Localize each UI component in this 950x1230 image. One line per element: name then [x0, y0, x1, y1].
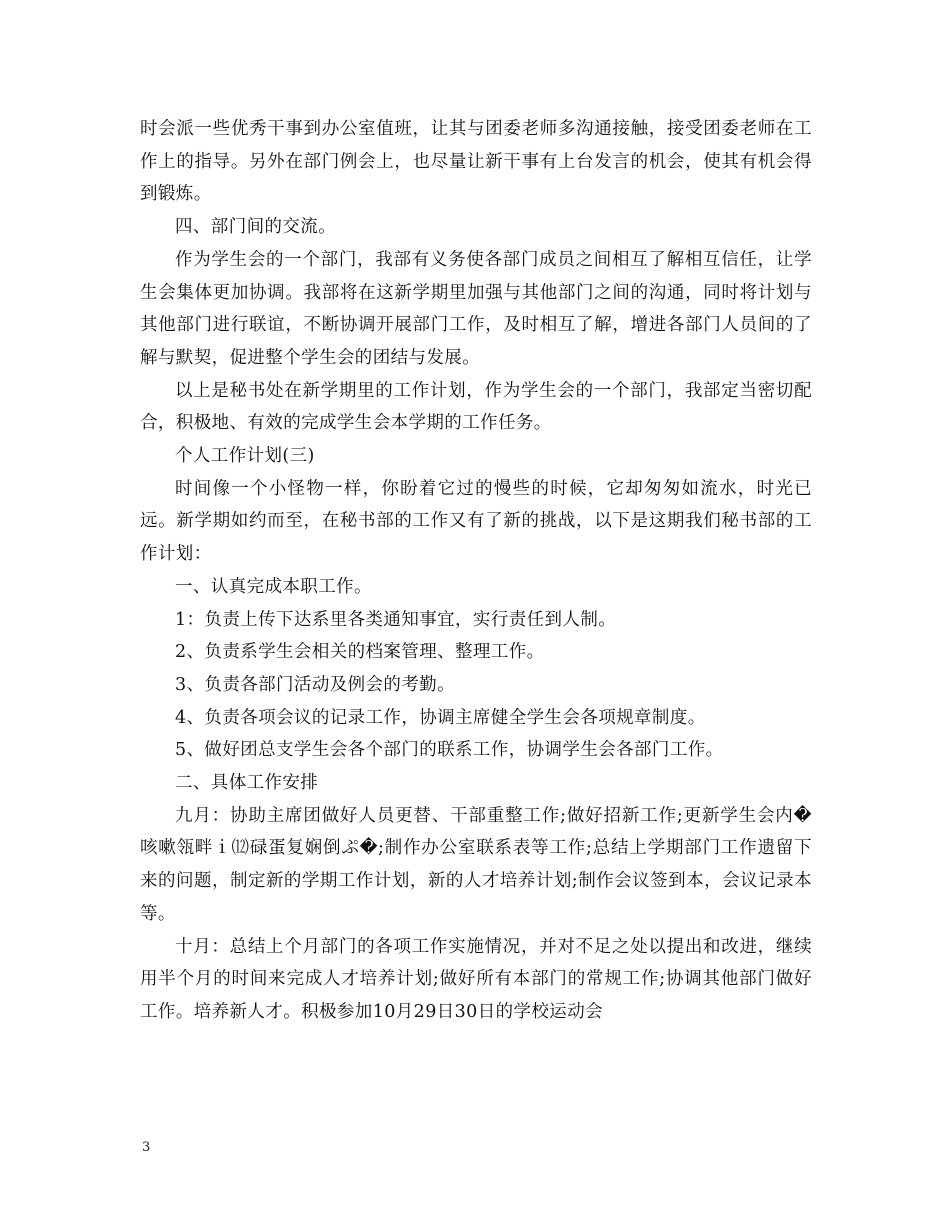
section-heading: 四、部门间的交流。 — [175, 217, 337, 238]
section-heading: 一、认真完成本职工作。 — [175, 576, 372, 597]
paragraph: 时间像一个小怪物一样，你盼着它过的慢些的时候，它却匆匆如流水，时光已远。新学期如约而至，在秘书部的工作又有了新的挑战，以下是这期我们秘书部的工作计划： — [140, 478, 812, 565]
list-item: 4、负责各项会议的记录工作，协调主席健全学生会各项规章制度。 — [175, 707, 706, 728]
list-item: 1：负责上传下达系里各类通知事宜，实行责任到人制。 — [175, 609, 617, 630]
list-item: 5、做好团总支学生会各个部门的联系工作，协调学生会各部门工作。 — [175, 740, 724, 761]
paragraph: 九月：协助主席团做好人员更替、干部重整工作;做好招新工作;更新学生会内�咳嗽瓴畔ｉ⑿碌蛋复娴倒ぷ�;制作办公室联系表等工作;总结上学期部门工作遗留下来的问题，制定新的学期工作计划，新的人才培养计划;制作会议签到本，会议记录本等。 — [140, 805, 812, 924]
paragraph: 以上是秘书处在新学期里的工作计划，作为学生会的一个部门，我部定当密切配合，积极地、有效的完成学生会本学期的工作任务。 — [140, 380, 812, 434]
page-number: 3 — [142, 1140, 151, 1155]
paragraph: 十月：总结上个月部门的各项工作实施情况，并对不足之处以提出和改进，继续用半个月的时间来完成人才培养计划;做好所有本部门的常规工作;协调其他部门做好工作。培养新人才。积极参加10月29日30日的学校运动会 — [140, 936, 812, 1022]
paragraph: 作为学生会的一个部门，我部有义务使各部门成员之间相互了解相互信任，让学生会集体更加协调。我部将在这新学期里加强与其他部门之间的沟通，同时将计划与其他部门进行联谊，不断协调开展部门工作，及时相互了解，增进各部门人员间的了解与默契，促进整个学生会的团结与发展。 — [140, 249, 812, 368]
document-body — [140, 113, 812, 1029]
section-heading: 个人工作计划(三) — [175, 446, 315, 467]
section-heading: 二、具体工作安排 — [175, 773, 319, 794]
list-item: 3、负责各部门活动及例会的考勤。 — [175, 674, 456, 695]
list-item: 2、负责系学生会相关的档案管理、整理工作。 — [175, 642, 545, 663]
paragraph: 时会派一些优秀干事到办公室值班，让其与团委老师多沟通接触，接受团委老师在工作上的指导。另外在部门例会上，也尽量让新干事有上台发言的机会，使其有机会得到锻炼。 — [140, 119, 812, 205]
